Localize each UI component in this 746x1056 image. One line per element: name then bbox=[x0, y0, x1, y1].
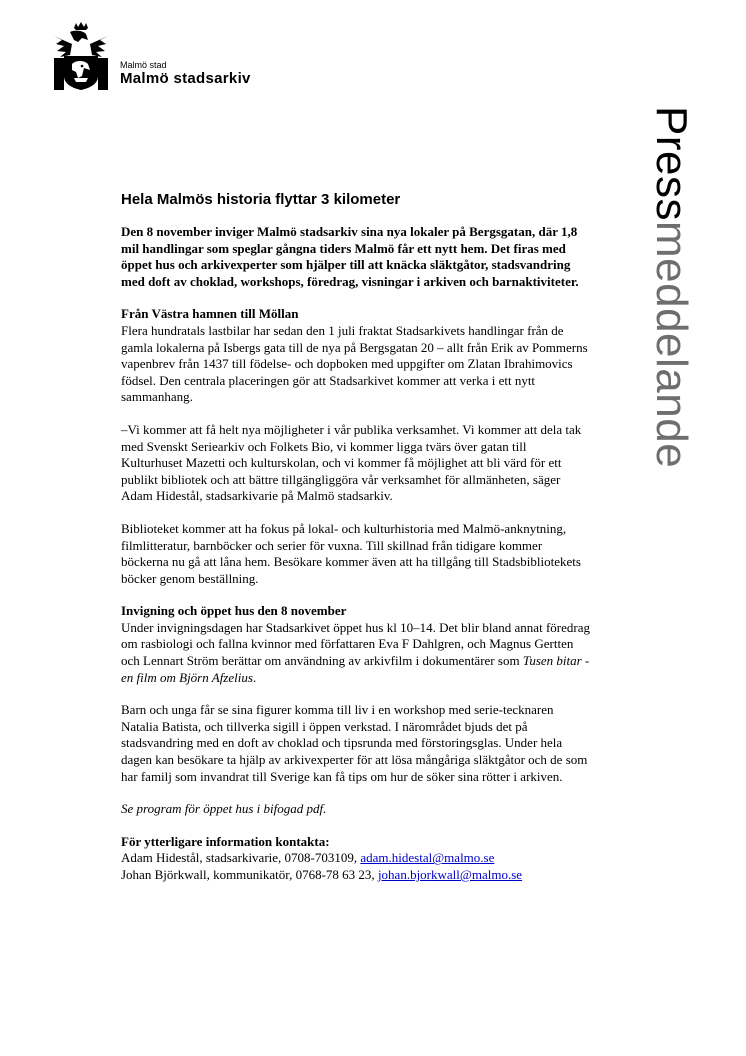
program-note: Se program för öppet hus i bifogad pdf. bbox=[121, 801, 327, 817]
contact-adam: Adam Hidestål, stadsarkivarie, 0708-703109, bbox=[121, 850, 361, 866]
section-from-vastra-hamnen bbox=[121, 306, 591, 406]
email-link-johan[interactable]: johan.bjorkwall@malmo.se bbox=[377, 867, 523, 882]
vertical-label-press: Press bbox=[647, 106, 696, 221]
email-link-adam[interactable]: adam.hidestal@malmo.se bbox=[360, 850, 495, 866]
paragraph: Under invigningsdagen har Stadsarkivet öppet hus kl 10–14. Det blir bland annat föredrag om rasbiologi och fallna kvinnor med författaren Eva F Dahlgren, och Magnus Gertten och Lennart Ström berättar om användning av arkivfilm i dokumentärer som bbox=[121, 619, 590, 669]
contact-johan: Johan Björkwall, kommunikatör, 0768-78 63 23, bbox=[121, 867, 378, 882]
vertical-label-meddelande: meddelande bbox=[647, 220, 696, 469]
children-paragraph: Barn och unga får se sina figurer komma till liv i en workshop med serie-tecknaren Natalia Batista, och tillverka sigill i öppen verkstad. I närområdet bjuds det på stadsvandring med en doft av choklad och tipsrunda med förstoringsglas. Under hela dagen kan besökare ta hjälp av arkivexperter för att lösa mångåriga släktgåtor och de som har familj som invandrat till Sverige kan få tips om hur de söker sina rötter i arkiven. bbox=[121, 702, 588, 784]
paragraph-end: . bbox=[252, 669, 257, 685]
press-release-vertical-label bbox=[646, 106, 696, 556]
article-lead: Den 8 november inviger Malmö stadsarkiv sina nya lokaler på Bergsgatan, där 1,8 mil handlingar som speglar gångna tiders Malmö får ett nytt hem. Det firas med öppet hus och arkivexperter som hjälper till att knäcka släktgåtor, stadsvandring med doft av choklad, workshops, föredrag, visningar i arkiven och barnaktiviteter. bbox=[121, 224, 579, 289]
contact-heading: För ytterligare information kontakta: bbox=[121, 833, 330, 849]
malmo-griffin-logo-icon bbox=[52, 22, 110, 90]
contact-section bbox=[121, 834, 591, 884]
section-heading: Invigning och öppet hus den 8 november bbox=[121, 603, 347, 619]
paragraph: Flera hundratals lastbilar har sedan den 1 juli fraktat Stadsarkivets handlingar från de gamla lokalerna på Isbergs gata till de nya på Bergsgatan 20 – allt från Erik av Pommerns vapenbrev från 1437 till födelse- och dopboken med uppgifter om Zlatan Ibrahimovics födsel. Den centrala placeringen gör att Stadsarkivet kommer att verka i ett nytt sammanhang. bbox=[121, 322, 588, 405]
section-heading: Från Västra hamnen till Möllan bbox=[121, 306, 299, 322]
article-title: Hela Malmös historia flyttar 3 kilometer bbox=[121, 191, 401, 208]
organization-name: Malmö stadsarkiv bbox=[120, 70, 251, 87]
library-paragraph: Biblioteket kommer att ha fokus på lokal- och kulturhistoria med Malmö-anknytning, filmlitteratur, barnböcker och serier för vuxna. Till skillnad från tidigare kommer böckerna nu gå att låna hem. Besökare kommer även att ha tillgång till Stadsbibliotekets böcker genom beställning. bbox=[121, 520, 581, 586]
quote-paragraph: –Vi kommer att få helt nya möjligheter i vår publika verksamhet. Vi kommer att dela tak med Svenskt Seriearkiv och Folkets Bio, vi kommer ligga tvärs över gatan till Kulturhuset Mazetti och kulturskolan, och vi kommer få möjlighet att bli värd för ett publikt bibliotek och att bättre tillgängliggöra vår verksamhet för allmänheten, säger Adam Hidestål, stadsarkivarie på Malmö stadsarkiv. bbox=[121, 421, 582, 504]
film-title: Tusen bitar - en film om Björn Afzelius bbox=[121, 653, 590, 685]
section-inauguration bbox=[121, 603, 591, 686]
article-body bbox=[121, 190, 591, 884]
organization-label: Malmö stad bbox=[120, 60, 167, 70]
